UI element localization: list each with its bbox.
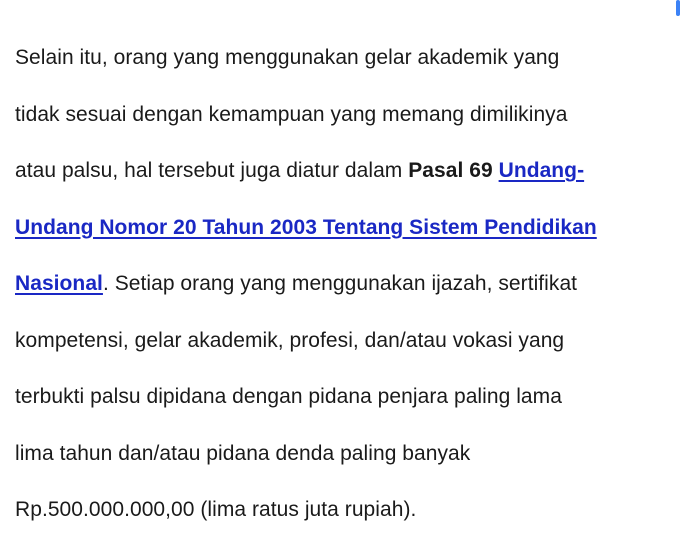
text-line: [15, 200, 675, 257]
text-line: [15, 256, 675, 313]
pasal-reference: Pasal 69: [408, 159, 493, 182]
text-line: [15, 482, 675, 539]
text-segment: kompetensi, gelar akademik, profesi, dan/atau vokasi yang: [15, 328, 565, 352]
law-link[interactable]: Nasional: [15, 272, 103, 295]
text-segment: tidak sesuai dengan kemampuan yang memang dimilikinya: [15, 102, 568, 126]
text-line: [15, 369, 675, 426]
scroll-indicator[interactable]: [676, 0, 680, 16]
text-line: [15, 143, 675, 200]
text-segment: Selain itu, orang yang menggunakan gelar akademik yang: [15, 46, 560, 69]
text-segment: Rp.500.000.000,00 (lima ratus juta rupiah).: [15, 498, 417, 521]
text-segment: terbukti palsu dipidana dengan pidana penjara paling lama: [15, 385, 562, 408]
law-link[interactable]: Undang Nomor 20 Tahun 2003 Tentang Sistem Pendidikan: [15, 215, 597, 239]
text-segment: . Setiap orang yang menggunakan ijazah, sertifikat: [102, 272, 578, 295]
text-line: [15, 313, 675, 370]
text-line: [15, 30, 675, 87]
text-line: [15, 426, 675, 483]
text-segment: lima tahun dan/atau pidana denda paling banyak: [15, 441, 471, 465]
article-paragraph: [15, 30, 675, 539]
text-line: [15, 87, 675, 144]
text-segment: atau palsu, hal tersebut juga diatur dalam: [15, 159, 409, 182]
law-link[interactable]: Undang-: [498, 159, 585, 182]
